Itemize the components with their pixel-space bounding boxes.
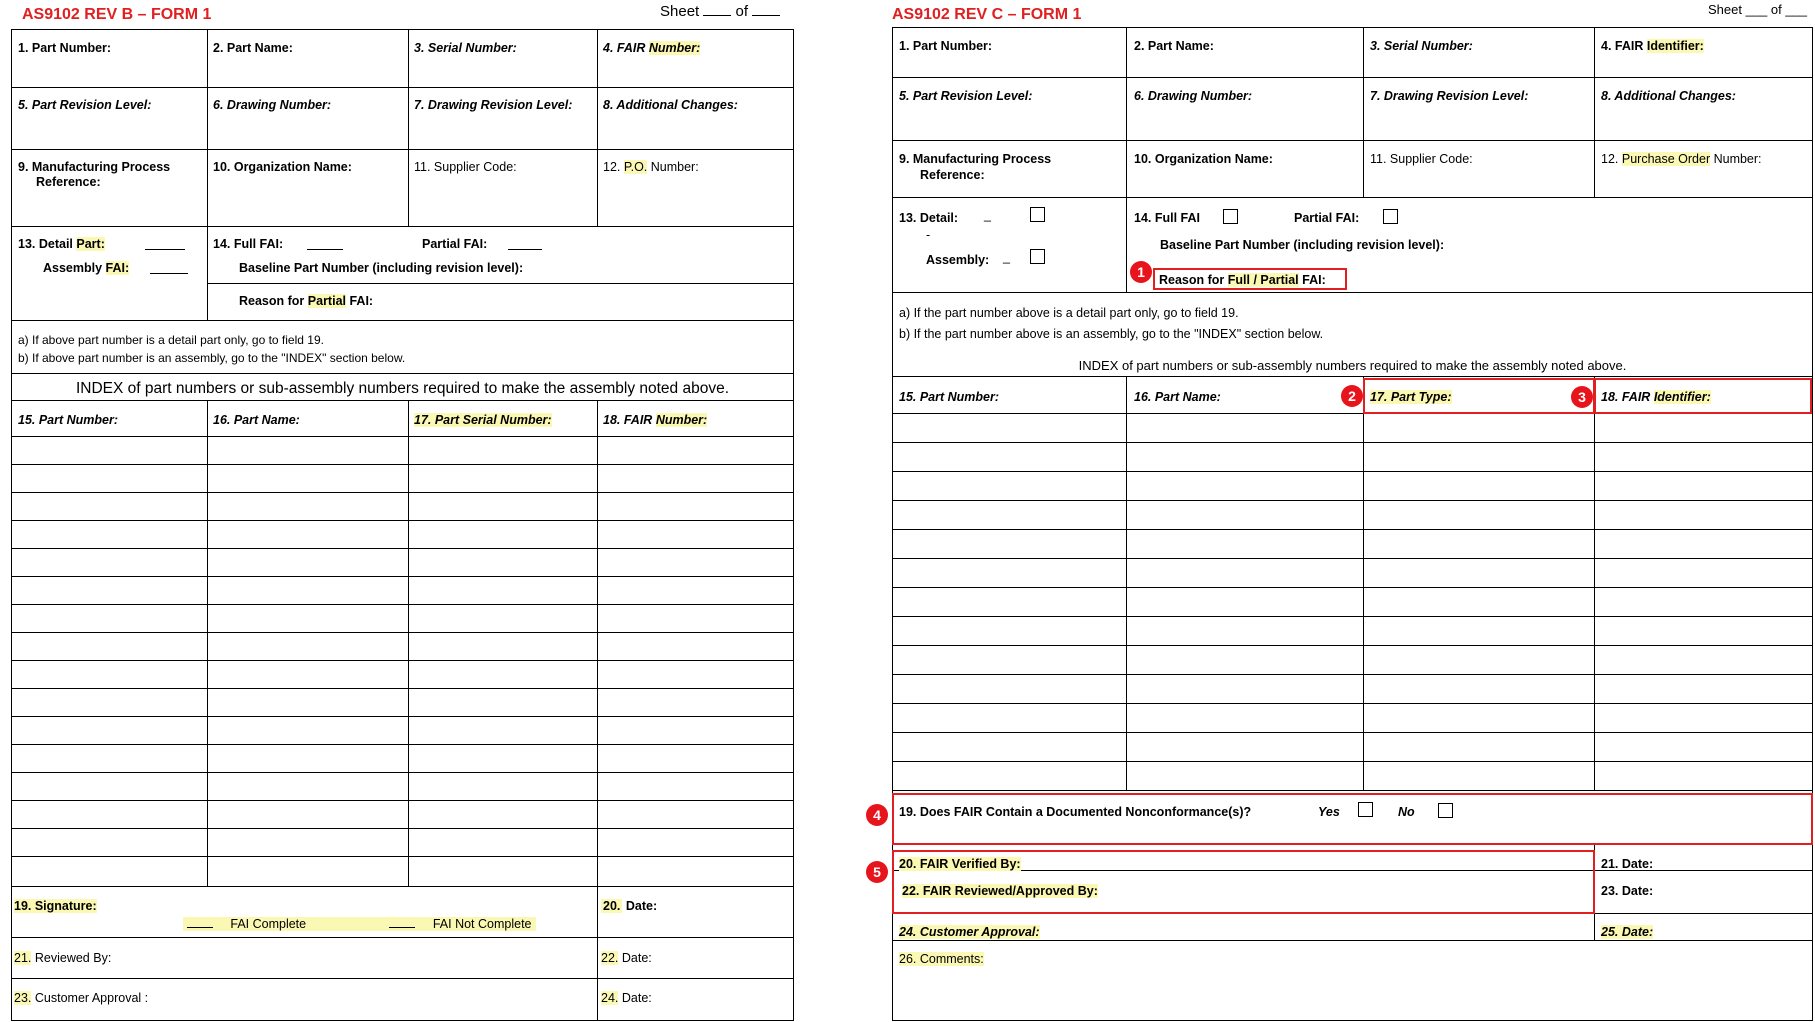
- right-field-1: 1. Part Number:: [899, 39, 993, 53]
- right-field-14-full: 14. Full FAI: [1134, 211, 1200, 225]
- right-field-14-baseline: Baseline Part Number (including revision level):: [1160, 238, 1445, 252]
- right-field-3: 3. Serial Number:: [1370, 39, 1473, 53]
- left-field-21: 21. Reviewed By:: [14, 951, 112, 965]
- left-fai-complete: FAI Complete FAI Not Complete: [183, 917, 536, 931]
- left-sheet-label: [660, 3, 780, 20]
- right-field-16: 16. Part Name:: [1134, 390, 1221, 404]
- left-field-13-detail: 13. Detail Part:: [18, 237, 105, 251]
- right-field-22: 22. FAIR Reviewed/Approved By:: [902, 884, 1098, 898]
- right-field-17: 17. Part Type:: [1370, 390, 1452, 404]
- left-note-a: a) If above part number is a detail part only, go to field 19.: [18, 333, 324, 347]
- marker-3: 3: [1571, 386, 1593, 408]
- right-field-20: 20. FAIR Verified By:: [899, 857, 1021, 871]
- left-field-2: 2. Part Name:: [213, 41, 293, 55]
- full-fai-checkbox[interactable]: [1223, 209, 1238, 224]
- right-field-23: 23. Date:: [1601, 884, 1654, 898]
- right-field-12: 12. Purchase Order Number:: [1601, 152, 1762, 166]
- left-field-6: 6. Drawing Number:: [213, 98, 332, 112]
- left-field-10: 10. Organization Name:: [213, 160, 352, 174]
- right-sheet-label: Sheet ___ of ___: [1708, 2, 1808, 17]
- right-field-6: 6. Drawing Number:: [1134, 89, 1253, 103]
- left-field-14-full: 14. Full FAI:: [213, 237, 284, 251]
- left-field-14-partial: Partial FAI:: [422, 237, 488, 251]
- right-field-15: 15. Part Number:: [899, 390, 1000, 404]
- right-field-8: 8. Additional Changes:: [1601, 89, 1736, 103]
- right-field-13-assembly: Assembly:: [926, 253, 990, 267]
- marker-2: 2: [1341, 385, 1363, 407]
- right-field-19-no: No: [1398, 805, 1415, 819]
- right-field-2: 2. Part Name:: [1134, 39, 1214, 53]
- right-field-10: 10. Organization Name:: [1134, 152, 1273, 166]
- no-checkbox[interactable]: [1438, 803, 1453, 818]
- left-field-16: 16. Part Name:: [213, 413, 300, 427]
- left-field-4: 4. FAIR Number:: [603, 41, 701, 55]
- left-field-18: 18. FAIR Number:: [603, 413, 708, 427]
- left-field-1: 1. Part Number:: [18, 41, 112, 55]
- right-note-b: b) If the part number above is an assembly, go to the "INDEX" section below.: [899, 327, 1324, 341]
- right-field-9-sub: Reference:: [920, 168, 985, 182]
- right-field-21: 21. Date:: [1601, 857, 1654, 871]
- marker-1: 1: [1130, 261, 1152, 283]
- left-field-14-reason: Reason for Partial FAI:: [239, 294, 374, 308]
- right-note-a: a) If the part number above is a detail part only, go to field 19.: [899, 306, 1239, 320]
- left-field-8: 8. Additional Changes:: [603, 98, 738, 112]
- assembly-checkbox[interactable]: [1030, 249, 1045, 264]
- detail-checkbox[interactable]: [1030, 207, 1045, 222]
- left-field-9: 9. Manufacturing Process: [18, 160, 171, 174]
- left-field-3: 3. Serial Number:: [414, 41, 517, 55]
- left-field-5: 5. Part Revision Level:: [18, 98, 152, 112]
- marker-5: 5: [866, 861, 888, 883]
- right-field-9: 9. Manufacturing Process: [899, 152, 1052, 166]
- left-field-7: 7. Drawing Revision Level:: [414, 98, 573, 112]
- right-index-title: INDEX of part numbers or sub-assembly numbers required to make the assembly noted above.: [1078, 358, 1627, 373]
- left-field-15: 15. Part Number:: [18, 413, 119, 427]
- right-field-14-reason: Reason for Full / Partial FAI:: [1159, 273, 1326, 287]
- nonconformance-highlight-box: [892, 793, 1813, 845]
- left-field-19: 19. Signature:: [14, 899, 97, 913]
- right-field-5: 5. Part Revision Level:: [899, 89, 1033, 103]
- right-field-24: 24. Customer Approval:: [899, 925, 1040, 939]
- right-form-title: AS9102 REV C – FORM 1: [892, 6, 1082, 23]
- left-note-b: b) If above part number is an assembly, go to the "INDEX" section below.: [18, 351, 406, 365]
- left-index-title: INDEX of part numbers or sub-assembly numbers required to make the assembly noted above.: [75, 380, 730, 397]
- right-field-7: 7. Drawing Revision Level:: [1370, 89, 1529, 103]
- left-field-22: 22. Date:: [601, 951, 652, 965]
- left-field-9-sub: Reference:: [36, 175, 101, 189]
- left-field-20: 20. Date:: [603, 899, 658, 913]
- left-sheet-of: of: [735, 3, 749, 20]
- left-form-title: AS9102 REV B – FORM 1: [22, 6, 212, 23]
- right-field-13-detail: 13. Detail:: [899, 211, 959, 225]
- marker-4: 4: [866, 804, 888, 826]
- yes-checkbox[interactable]: [1358, 802, 1373, 817]
- left-field-12: 12. P.O. Number:: [603, 160, 699, 174]
- right-field-4: 4. FAIR Identifier:: [1601, 39, 1704, 53]
- right-field-19: 19. Does FAIR Contain a Documented Nonconformance(s)?: [899, 805, 1252, 819]
- left-field-11: 11. Supplier Code:: [414, 160, 517, 174]
- right-field-11: 11. Supplier Code:: [1370, 152, 1473, 166]
- left-field-23: 23. Customer Approval :: [14, 991, 149, 1005]
- right-field-25: 25. Date:: [1601, 925, 1654, 939]
- right-field-26: 26. Comments:: [899, 952, 984, 966]
- left-field-14-baseline: Baseline Part Number (including revision level):: [239, 261, 524, 275]
- left-field-17: 17. Part Serial Number:: [414, 413, 552, 427]
- right-field-18: 18. FAIR Identifier:: [1601, 390, 1711, 404]
- right-field-19-yes: Yes: [1318, 805, 1340, 819]
- left-field-24: 24. Date:: [601, 991, 652, 1005]
- right-field-14-partial: Partial FAI:: [1294, 211, 1360, 225]
- left-field-13-assembly: Assembly FAI:: [43, 261, 130, 275]
- left-sheet-word: Sheet: [660, 3, 700, 20]
- partial-fai-checkbox[interactable]: [1383, 209, 1398, 224]
